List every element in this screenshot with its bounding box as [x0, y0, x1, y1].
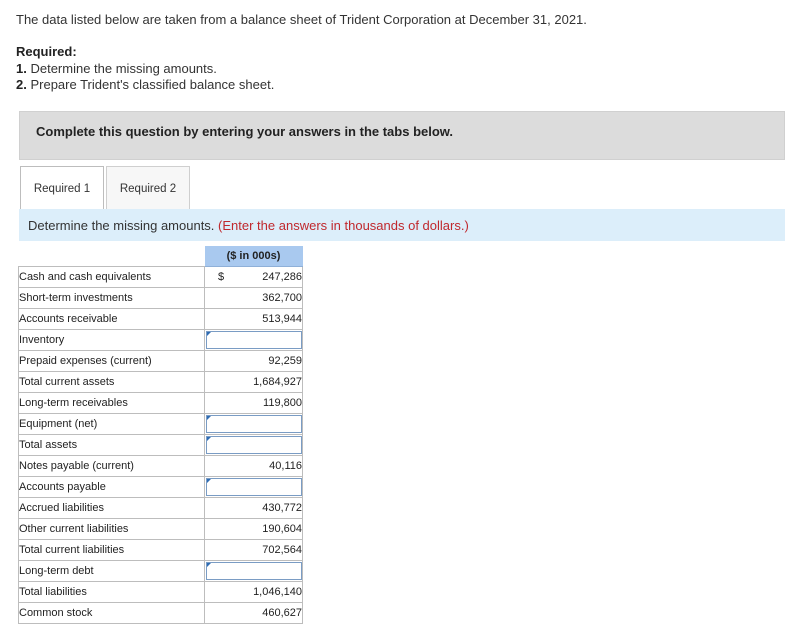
row-input-cell — [205, 329, 303, 350]
row-label: Prepaid expenses (current) — [19, 350, 205, 371]
row-label: Equipment (net) — [19, 413, 205, 434]
intro-text: The data listed below are taken from a balance sheet of Trident Corporation at December 31, 2021. — [16, 12, 587, 27]
amount-value: 92,259 — [268, 354, 302, 367]
row-value — [205, 455, 303, 476]
row-label: Common stock — [19, 602, 205, 623]
row-label: Inventory — [19, 329, 205, 350]
table-row — [19, 266, 303, 287]
row-label: Total liabilities — [19, 581, 205, 602]
amount-value: 119,800 — [263, 396, 302, 409]
table-row — [19, 455, 303, 476]
amount-value: 40,116 — [269, 459, 302, 472]
table-row — [19, 581, 303, 602]
table-row — [19, 602, 303, 623]
row-label: Short-term investments — [19, 287, 205, 308]
amount-value: 362,700 — [262, 291, 302, 304]
amount-input[interactable] — [206, 415, 302, 433]
amount-input[interactable] — [206, 331, 302, 349]
row-value — [205, 308, 303, 329]
row-value — [205, 518, 303, 539]
table-row — [19, 497, 303, 518]
table-row — [19, 518, 303, 539]
amount-value: 460,627 — [262, 606, 302, 619]
amount-value: 702,564 — [262, 543, 302, 556]
required-item-2-num: 2. — [16, 77, 27, 92]
row-value — [205, 350, 303, 371]
row-label: Total current assets — [19, 371, 205, 392]
required-heading: Required: — [16, 44, 77, 59]
currency-symbol: $ — [218, 270, 225, 283]
row-label: Accounts receivable — [19, 308, 205, 329]
row-label: Other current liabilities — [19, 518, 205, 539]
row-value — [205, 392, 303, 413]
balance-sheet-table — [18, 246, 303, 624]
amount-value: 513,944 — [262, 312, 302, 325]
row-label: Total assets — [19, 434, 205, 455]
required-item-2 — [16, 77, 274, 92]
amount-value: 1,684,927 — [253, 375, 302, 388]
table-row — [19, 287, 303, 308]
table-row — [19, 308, 303, 329]
table-header-label-cell — [19, 246, 205, 266]
amount-value: 430,772 — [262, 501, 302, 514]
amount-value: 1,046,140 — [253, 585, 302, 598]
table-row — [19, 329, 303, 350]
required-item-1-text: Determine the missing amounts. — [30, 61, 217, 76]
instruction-note: (Enter the answers in thousands of dollars.) — [218, 218, 469, 233]
row-value — [205, 581, 303, 602]
table-row — [19, 413, 303, 434]
row-value — [205, 497, 303, 518]
row-input-cell — [205, 476, 303, 497]
row-value — [205, 539, 303, 560]
tab-required-2[interactable]: Required 2 — [106, 166, 190, 210]
row-label: Accounts payable — [19, 476, 205, 497]
row-value — [205, 266, 303, 287]
row-value — [205, 602, 303, 623]
table-row — [19, 560, 303, 581]
row-value — [205, 371, 303, 392]
table-row — [19, 350, 303, 371]
tab-instruction — [19, 209, 785, 241]
row-label: Total current liabilities — [19, 539, 205, 560]
row-input-cell — [205, 413, 303, 434]
table-header-amount: ($ in 000s) — [205, 246, 303, 266]
row-label: Long-term receivables — [19, 392, 205, 413]
table-row — [19, 539, 303, 560]
row-label: Long-term debt — [19, 560, 205, 581]
tab-required-1[interactable]: Required 1 — [20, 166, 104, 210]
table-header-row — [19, 246, 303, 266]
table-body — [19, 266, 303, 623]
amount-input[interactable] — [206, 478, 302, 496]
table-row — [19, 434, 303, 455]
required-item-2-text: Prepare Trident's classified balance sheet. — [30, 77, 275, 92]
row-label: Notes payable (current) — [19, 455, 205, 476]
required-item-1 — [16, 61, 217, 76]
instruction-banner: Complete this question by entering your answers in the tabs below. — [19, 111, 785, 160]
row-input-cell — [205, 434, 303, 455]
amount-value: 190,604 — [262, 522, 302, 535]
table-row — [19, 476, 303, 497]
required-item-1-num: 1. — [16, 61, 27, 76]
amount-input[interactable] — [206, 562, 302, 580]
row-value — [205, 287, 303, 308]
amount-input[interactable] — [206, 436, 302, 454]
amount-value: 247,286 — [262, 270, 302, 283]
row-label: Accrued liabilities — [19, 497, 205, 518]
table-row — [19, 371, 303, 392]
table-row — [19, 392, 303, 413]
instruction-text: Determine the missing amounts. — [28, 218, 215, 233]
row-input-cell — [205, 560, 303, 581]
row-label: Cash and cash equivalents — [19, 266, 205, 287]
